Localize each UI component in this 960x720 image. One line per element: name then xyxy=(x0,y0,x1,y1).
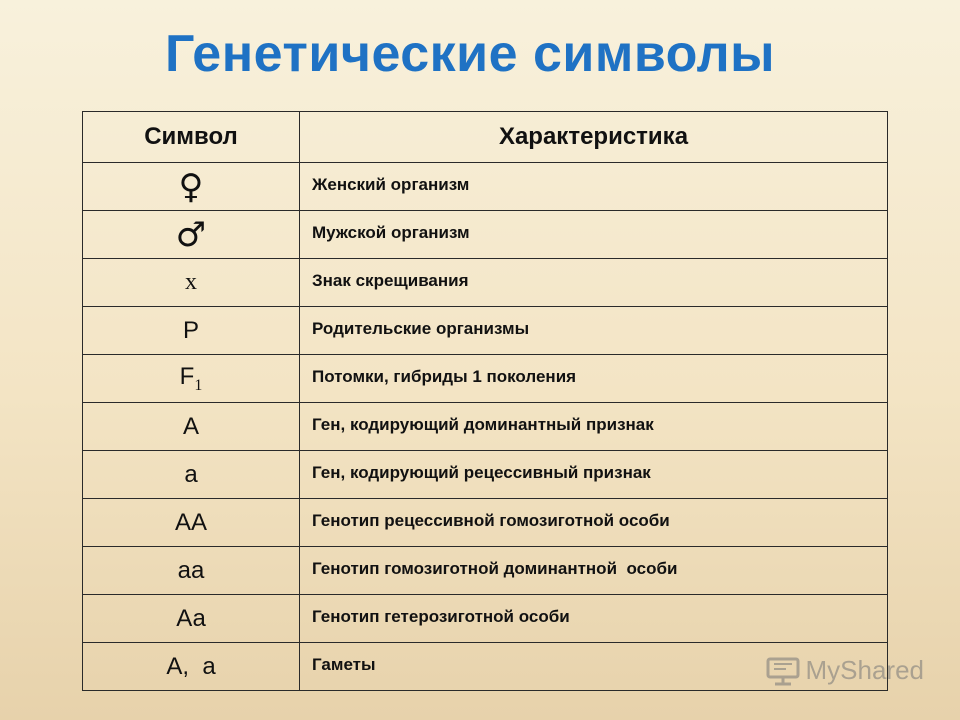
table-row xyxy=(83,307,888,355)
symbol-f1-subscript: 1 xyxy=(194,376,203,394)
desc-aa: Генотип гомозиготной доминантной особи xyxy=(300,547,888,595)
symbol-AA: АА xyxy=(83,499,300,547)
desc-cross: Знак скрещивания xyxy=(300,259,888,307)
symbol-f1-letter: F xyxy=(179,362,195,390)
watermark-text: MyShared xyxy=(805,655,924,685)
symbol-male: ♂ xyxy=(83,211,300,259)
symbol-recessive-gene: а xyxy=(83,451,300,499)
header-characteristic: Характеристика xyxy=(300,112,888,163)
desc-recessive-gene: Ген, кодирующий рецессивный признак xyxy=(300,451,888,499)
table-row xyxy=(83,451,888,499)
table-row xyxy=(83,595,888,643)
table-header-row xyxy=(83,112,888,163)
table-row xyxy=(83,163,888,211)
watermark xyxy=(766,655,925,686)
desc-AA: Генотип рецессивной гомозиготной особи xyxy=(300,499,888,547)
symbol-Aa: Аа xyxy=(83,595,300,643)
table-row xyxy=(83,259,888,307)
presentation-screen-icon xyxy=(766,656,800,686)
desc-male: Мужской организм xyxy=(300,211,888,259)
table-row xyxy=(83,403,888,451)
table-row xyxy=(83,547,888,595)
desc-dominant-gene: Ген, кодирующий доминантный признак xyxy=(300,403,888,451)
desc-Aa: Генотип гетерозиготной особи xyxy=(300,595,888,643)
symbol-female: ♀ xyxy=(83,163,300,211)
table-row xyxy=(83,355,888,403)
symbol-f1 xyxy=(83,355,300,403)
table-row xyxy=(83,499,888,547)
table-row xyxy=(83,211,888,259)
symbol-cross: x xyxy=(83,259,300,307)
symbol-parents: Р xyxy=(83,307,300,355)
symbol-dominant-gene: А xyxy=(83,403,300,451)
page-title: Генетические символы xyxy=(164,25,776,83)
symbol-gametes: А, а xyxy=(83,643,300,691)
desc-parents: Родительские организмы xyxy=(300,307,888,355)
genetic-symbols-table xyxy=(82,111,888,691)
symbol-aa: аа xyxy=(83,547,300,595)
header-symbol: Символ xyxy=(83,112,300,163)
desc-f1: Потомки, гибриды 1 поколения xyxy=(300,355,888,403)
desc-gametes: Гаметы xyxy=(300,643,888,691)
desc-female: Женский организм xyxy=(300,163,888,211)
